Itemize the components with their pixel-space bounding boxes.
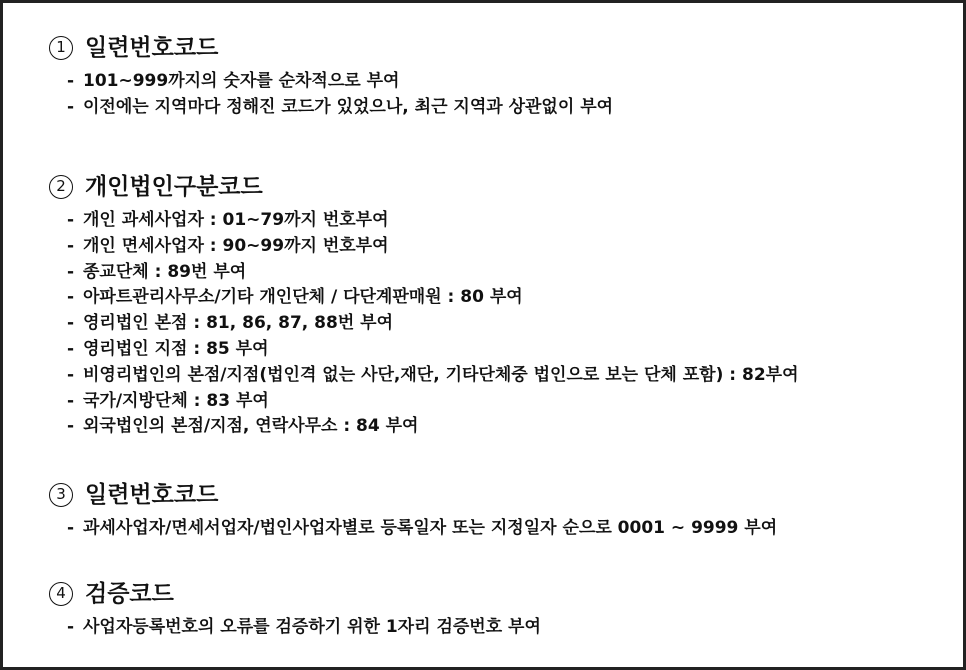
list-item — [67, 414, 799, 440]
bullet-dash: - — [67, 617, 75, 637]
list-item — [67, 285, 799, 311]
item-text: 국가/지방단체 : 83 부여 — [83, 390, 269, 411]
item-list — [49, 615, 541, 641]
bullet-dash: - — [67, 364, 75, 385]
bullet-dash: - — [67, 313, 75, 334]
bullet-dash: - — [67, 416, 75, 437]
list-item — [67, 615, 541, 641]
circled-number: 2 — [49, 175, 73, 199]
list-item — [67, 234, 799, 260]
item-text: 개인 과세사업자 : 01~79까지 번호부여 — [83, 210, 389, 230]
item-text: 종교단체 : 89번 부여 — [83, 261, 247, 282]
item-text: 101~999까지의 숫자를 순차적으로 부여 — [83, 71, 400, 91]
list-item — [67, 208, 799, 234]
list-item — [67, 516, 777, 542]
item-text: 영리법인 지점 : 85 부여 — [83, 338, 269, 359]
section-title: 개인법인구분코드 — [85, 174, 263, 200]
section-heading — [49, 172, 799, 202]
list-item — [67, 69, 613, 95]
section-1 — [49, 33, 613, 121]
list-item — [67, 363, 799, 389]
section-4 — [49, 579, 541, 641]
bullet-dash: - — [67, 235, 75, 256]
list-item — [67, 389, 799, 415]
bullet-dash: - — [67, 518, 75, 538]
bullet-dash: - — [67, 338, 75, 359]
list-item — [67, 260, 799, 286]
section-title: 일련번호코드 — [85, 35, 219, 61]
item-text: 비영리법인의 본점/지점(법인격 없는 사단,재단, 기타단체중 법인으로 보는 단체 포함) : 82부여 — [83, 364, 799, 385]
section-title: 일련번호코드 — [85, 482, 219, 508]
circled-number: 3 — [49, 483, 73, 507]
bullet-dash: - — [67, 210, 75, 230]
circled-number: 4 — [49, 582, 73, 606]
section-2 — [49, 172, 799, 440]
item-text: 과세사업자/면세서업자/법인사업자별로 등록일자 또는 지정일자 순으로 0001 ~ 9999 부여 — [83, 518, 778, 538]
item-text: 아파트관리사무소/기타 개인단체 / 다단계판매원 : 80 부여 — [83, 287, 523, 308]
list-item — [67, 311, 799, 337]
item-list — [49, 69, 613, 121]
circled-number: 1 — [49, 36, 73, 60]
bullet-dash: - — [67, 390, 75, 411]
item-text: 사업자등록번호의 오류를 검증하기 위한 1자리 검증번호 부여 — [83, 617, 541, 637]
bullet-dash: - — [67, 287, 75, 308]
section-3 — [49, 480, 777, 542]
bullet-dash: - — [67, 71, 75, 91]
item-list — [49, 516, 777, 542]
section-heading — [49, 480, 777, 510]
section-title: 검증코드 — [85, 581, 174, 607]
section-heading — [49, 33, 613, 63]
list-item — [67, 95, 613, 121]
list-item — [67, 337, 799, 363]
item-text: 이전에는 지역마다 정해진 코드가 있었으나, 최근 지역과 상관없이 부여 — [83, 96, 614, 117]
bullet-dash: - — [67, 96, 75, 117]
item-text: 외국법인의 본점/지점, 연락사무소 : 84 부여 — [83, 416, 419, 437]
section-heading — [49, 579, 541, 609]
item-list — [49, 208, 799, 440]
item-text: 개인 면세사업자 : 90~99까지 번호부여 — [83, 235, 389, 256]
item-text: 영리법인 본점 : 81, 86, 87, 88번 부여 — [83, 313, 394, 334]
bullet-dash: - — [67, 261, 75, 282]
